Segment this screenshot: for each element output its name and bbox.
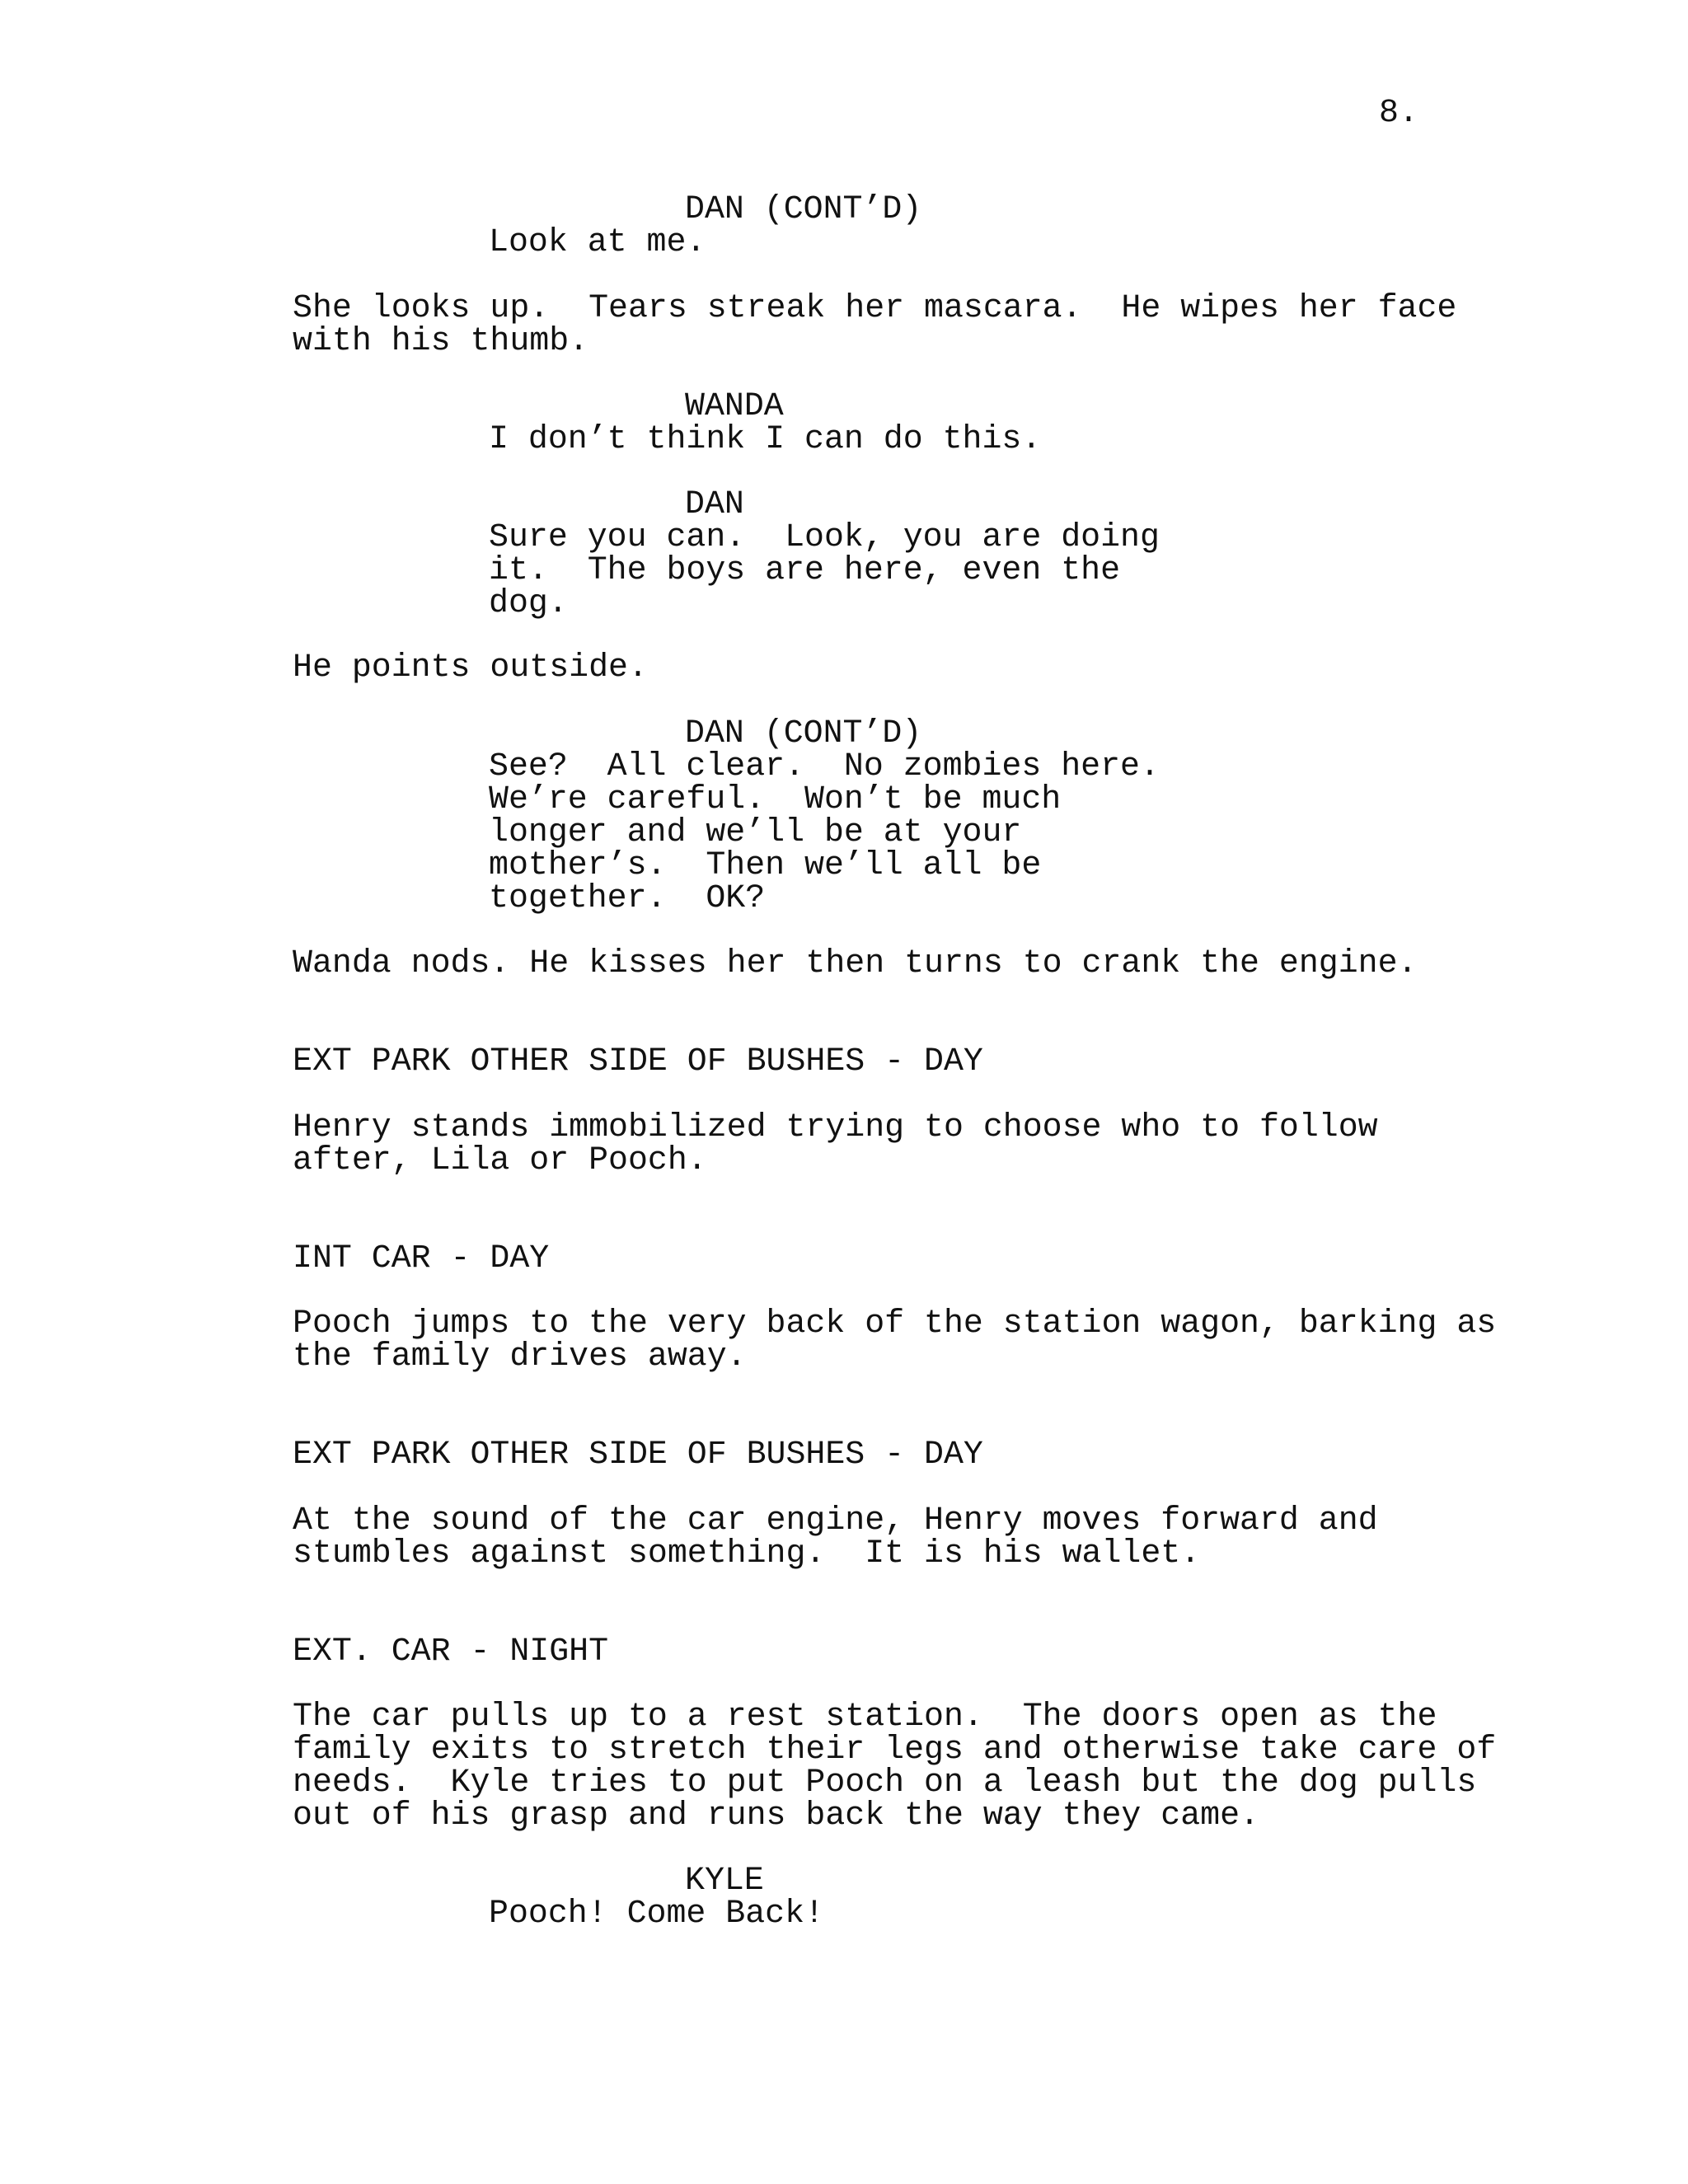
scene-heading: EXT. CAR - NIGHT [293,1633,609,1670]
dialogue-line: Pooch! Come Back! [489,1895,824,1932]
action-line: needs. Kyle tries to put Pooch on a leash but the dog pulls [293,1764,1477,1801]
dialogue-line: We’re careful. Won’t be much [489,780,1062,818]
dialogue-line: I don’t think I can do this. [489,420,1042,457]
action-line: stumbles against something. It is his wallet. [293,1535,1201,1572]
scene-heading: INT CAR - DAY [293,1240,550,1277]
page-number: 8. [1379,94,1418,131]
dialogue-line: it. The boys are here, even the [489,551,1121,588]
dialogue-line: dog. [489,584,568,621]
scene-heading: EXT PARK OTHER SIDE OF BUSHES - DAY [293,1436,983,1473]
action-line: with his thumb. [293,322,589,359]
dialogue-line: longer and we’ll be at your [489,813,1022,851]
action-line: family exits to stretch their legs and otherwise take care of [293,1731,1497,1768]
dialogue-line: mother’s. Then we’ll all be [489,846,1042,883]
action-line: Henry stands immobilized trying to choose who to follow [293,1108,1378,1146]
scene-heading: EXT PARK OTHER SIDE OF BUSHES - DAY [293,1043,983,1080]
action-line: out of his grasp and runs back the way they came. [293,1797,1259,1834]
character-name: DAN (CONT’D) [685,715,922,752]
dialogue-line: Sure you can. Look, you are doing [489,518,1160,555]
action-line: Wanda nods. He kisses her then turns to crank the engine. [293,944,1418,982]
dialogue-line: See? All clear. No zombies here. [489,748,1160,785]
character-name: DAN (CONT’D) [685,190,922,227]
action-line: Pooch jumps to the very back of the station wagon, barking as [293,1305,1497,1342]
dialogue-line: together. OK? [489,879,766,916]
character-name: WANDA [685,387,784,424]
dialogue-line: Look at me. [489,223,706,260]
action-line: She looks up. Tears streak her mascara. He wipes her face [293,289,1457,326]
character-name: KYLE [685,1862,764,1899]
character-name: DAN [685,485,744,523]
action-line: The car pulls up to a rest station. The doors open as the [293,1698,1437,1735]
action-line: At the sound of the car engine, Henry moves forward and [293,1502,1378,1539]
action-line: He points outside. [293,649,648,686]
action-line: the family drives away. [293,1338,747,1375]
action-line: after, Lila or Pooch. [293,1141,707,1179]
